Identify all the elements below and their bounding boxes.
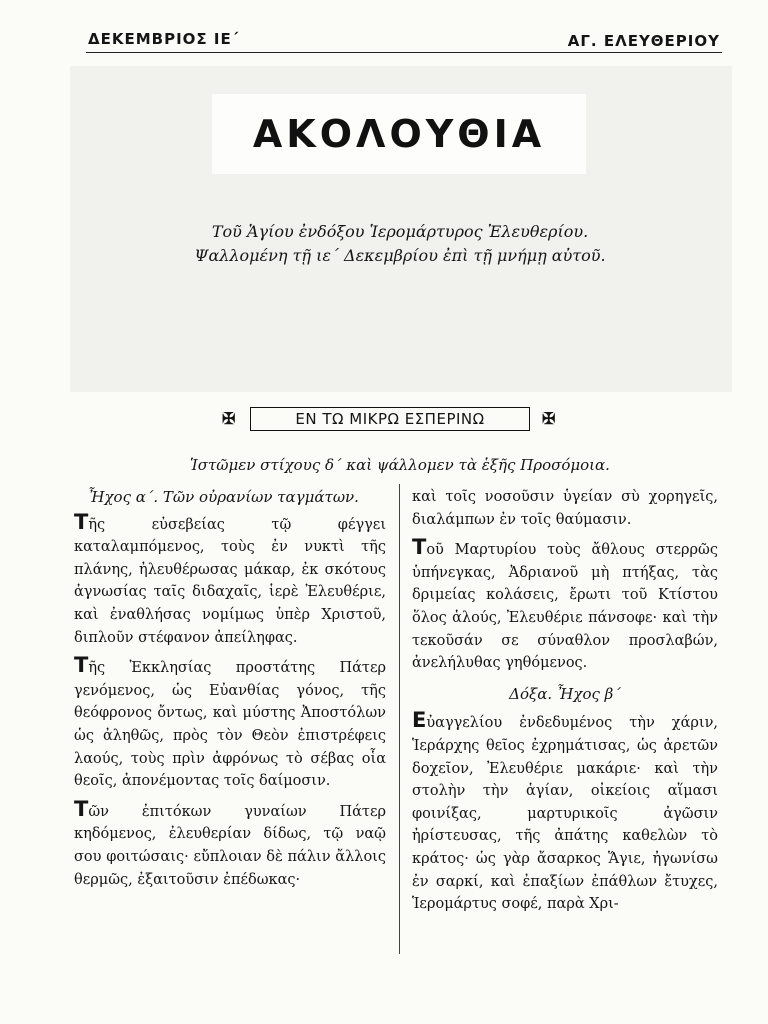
subtitle-line-1: Τοῦ Ἁγίου ἐνδόξου Ἱερομάρτυρος Ἐλευθερίου. [211, 222, 589, 241]
right-column [412, 486, 718, 923]
subtitle-line-2: Ψαλλομένη τῇ ιε΄ Δεκεμβρίου ἐπὶ τῇ μνήμῃ αὐτοῦ. [194, 246, 606, 265]
hymn-paragraph [74, 796, 386, 891]
drop-initial: Τ [412, 535, 427, 560]
drop-initial: Τ [74, 653, 89, 678]
hymn-paragraph [412, 708, 718, 915]
tone-heading: Δόξα. Ἦχος β΄ [509, 684, 621, 703]
hymn-text: ῆς Ἐκκλησίας προστάτης Πάτερ γενόμενος, ὡς Εὐανθίας γόνος, τῆς θεόφρονος ὄντως, καὶ μύστης Ἀποστόλων ὡς ἀληθῶς, πρὸς τὸν Θεὸν ἐπιστρέφεις λαούς, τοὺς πρὶν ἀφρόνως τὸ σέβας οἷα θεοῖς, ἀπονέμοντας τοῖς δαίμοσιν. [74, 660, 386, 790]
header-date: ΔΕΚΕΜΒΡΙΟΣ ΙΕ΄ [88, 30, 240, 48]
hymn-paragraph [74, 653, 386, 793]
hymn-text: ῶν ἐπιτόκων γυναίων Πάτερ κηδόμενος, ἐλευθερίαν δίδως, τῷ ναῷ σου φοιτώσαις· εὔπλοιαν δὲ πάλιν ἄλλοις θερμῶς, ἐξαιτοῦσιν ἐπέδωκας· [74, 803, 386, 888]
drop-initial: Τ [74, 509, 89, 534]
cross-icon: ✠ [542, 409, 556, 428]
section-heading: ΕΝ ΤΩ ΜΙΚΡΩ ΕΣΠΕΡΙΝΩ [250, 407, 530, 431]
hymn-text: ὐαγγελίου ἐνδεδυμένος τὴν χάριν, Ἱεράρχης θεῖος ἐχρημάτισας, ὡς ἀρετῶν δοχεῖον, Ἐλευθέριε μακάριε· καὶ τὴν στολὴν τὴν ἁγίαν, οἰκείοις αἵμασι φοινίξας, μαρτυρικοῖς ἀγῶσιν ἠρίστευσας, τῆς ἀπάτης καθελὼν τὸ κράτος· ὡς γὰρ ἄσαρκος Ἅγιε, ἠγωνίσω ἐν σαρκί, καὶ ἐπαξίων ἐπάθλων ἔτυχες, Ἱερομάρτυς σοφέ, παρὰ Χρι- [412, 715, 718, 913]
hymn-text: ῆς εὐσεβείας τῷ φέγγει καταλαμπόμενος, τοὺς ἐν νυκτὶ τῆς πλάνης, ἠλευθέρωσας μάκαρ, ἐκ σκότους ἀγνωσίας ταῖς διδαχαῖς, ἱερὲ Ἐλευθέριε, καὶ ἐναθλήσας νομίμως ὑπὲρ Χριστοῦ, διπλοῦν στέφανον ἀπείληφας. [74, 516, 386, 646]
section-heading-row [220, 407, 570, 433]
title-box [212, 94, 586, 174]
left-column [74, 486, 386, 898]
column-divider [399, 484, 400, 954]
drop-initial: Τ [74, 796, 89, 821]
page-title: ΑΚΟΛΟΥΘΙΑ [252, 112, 546, 156]
rubric: Ἱστῶμεν στίχους δ΄ καὶ ψάλλομεν τὰ ἑξῆς Προσόμοια. [190, 456, 610, 474]
drop-initial: Ε [412, 708, 427, 733]
header-saint: ΑΓ. ΕΛΕΥΘΕΡΙΟΥ [567, 32, 720, 50]
hymn-paragraph [74, 509, 386, 650]
hymn-text: οῦ Μαρτυρίου τοὺς ἄθλους στερρῶς ὑπήνεγκας, Ἀδριανοῦ μὴ πτήξας, τὰς δριμείας κολάσεις, ἔρωτι τοῦ Κτίστου ὅλος ἁλούς, Ἐλευθέριε πάνσοφε· καὶ τὴν τεκοῦσάν σε σύναθλον προσλαβών, ἀνελήλυθας γηθόμενος. [412, 542, 718, 672]
hymn-paragraph [412, 535, 718, 675]
cross-icon: ✠ [222, 409, 236, 428]
tone-heading: Ἦχος α΄. Τῶν οὐρανίων ταγμάτων. [88, 488, 359, 506]
running-header [86, 30, 722, 53]
subtitle [100, 220, 700, 268]
continued-text: καὶ τοῖς νοσοῦσιν ὑγείαν σὺ χορηγεῖς, διαλάμπων ἐν τοῖς θαύμασιν. [412, 489, 718, 528]
